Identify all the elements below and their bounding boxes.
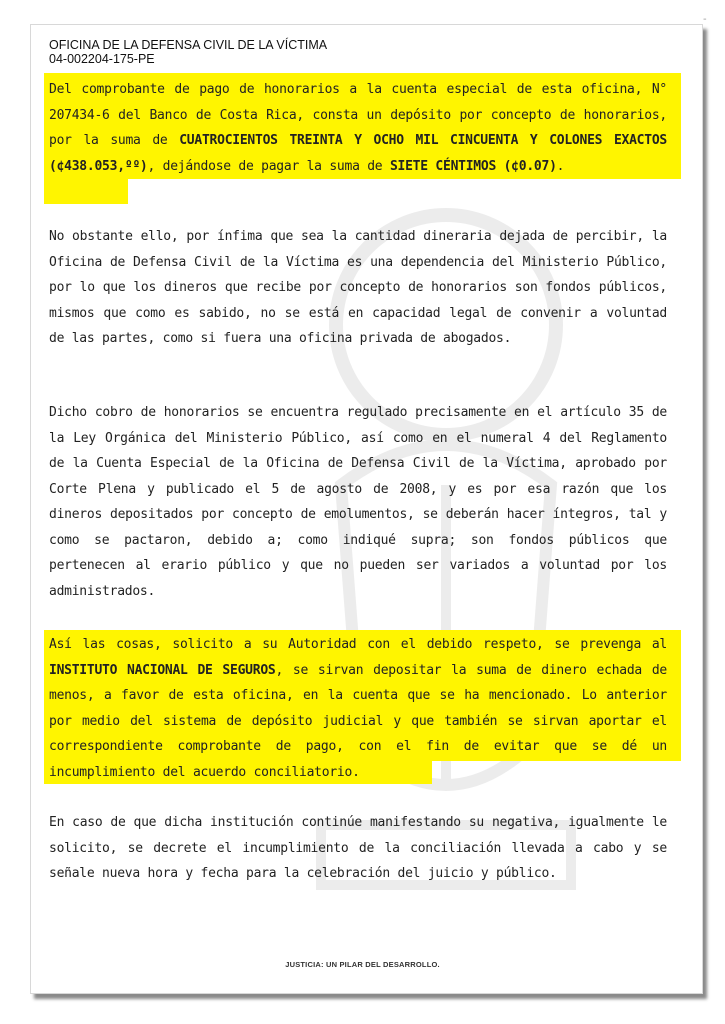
footer-motto: JUSTICIA: UN PILAR DEL DESARROLLO.	[285, 960, 440, 969]
paragraph-request	[49, 632, 667, 785]
p2-text: No obstante ello, por ínfima que sea la cantidad dineraria dejada de percibir, la Oficina de Defensa Civil de la Víctima es una dependencia del Ministerio Público, por lo que los dineros que recibe por concepto de honorarios son fondos públicos, mismos que como es sabido, no se está en capacidad legal de convenir a voluntad de las partes, como si fuera una oficina privada de abogados.	[49, 229, 667, 346]
office-name: OFICINA DE LA DEFENSA CIVIL DE LA VÍCTIMA	[49, 38, 328, 52]
missing-amount: SIETE CÉNTIMOS (¢0.07)	[389, 158, 557, 174]
p1-text-b: , dejándose de pagar la suma de	[147, 158, 390, 174]
p4-text-b: , se sirvan depositar la suma de dinero echada de menos, a favor de esta oficina, en la cuenta que se ha mencionado. Lo anterior por medio del sistema de depósito judicial y que también se sirvan aportar el correspondiente comprobante de pago, con el fin de evitar que se dé un incumplimiento del acuerdo conciliatorio.	[49, 662, 667, 780]
paragraph-public-funds	[49, 224, 667, 352]
p3-text: Dicho cobro de honorarios se encuentra regulado precisamente en el artículo 35 de la Ley Orgánica del Ministerio Público, así como en el numeral 4 del Reglamento de la Cuenta Especial de la Oficina de Defensa Civil de la Víctima, aprobado por Corte Plena y publicado el 5 de agosto de 2008, y es por esa razón que los dineros depositados por concepto de emolumentos, se deberán hacer íntegros, tal y como se pactaron, debido a; como indiqué supra; son fondos públicos que pertenecen al erario público y que no pueden ser variados a voluntad por los administrados.	[49, 405, 667, 599]
amount-in-words: CUATROCIENTOS TREINTA Y OCHO MIL CINCUENTA Y COLONES EXACTOS (¢438.053,ºº)	[49, 133, 667, 174]
p5-text: En caso de que dicha institución continúe manifestando su negativa, igualmente le solicito, se decrete el incumplimiento de la conciliación llevada a cabo y se señale nueva hora y fecha para la celebración del juicio y público.	[49, 815, 667, 881]
paragraph-alternative-request	[49, 810, 667, 887]
document-header	[49, 38, 327, 66]
paragraph-regulation	[49, 400, 667, 604]
highlight-block	[44, 176, 128, 204]
paragraph-payment-receipt	[49, 77, 667, 179]
case-number: 04-002204-175-PE	[49, 52, 155, 66]
insurance-institute-name: INSTITUTO NACIONAL DE SEGUROS	[49, 662, 276, 678]
corner-mark: -	[703, 14, 707, 25]
p1-text-c: .	[556, 158, 565, 174]
p4-text-a: Así las cosas, solicito a su Autoridad con el debido respeto, se prevenga al	[49, 637, 667, 652]
p1-text-a: Del comprobante de pago de honorarios a la cuenta especial de esta oficina, N° 207434-6 del Banco de Costa Rica, consta un depósito por concepto de honorarios, por la suma de	[49, 82, 667, 148]
